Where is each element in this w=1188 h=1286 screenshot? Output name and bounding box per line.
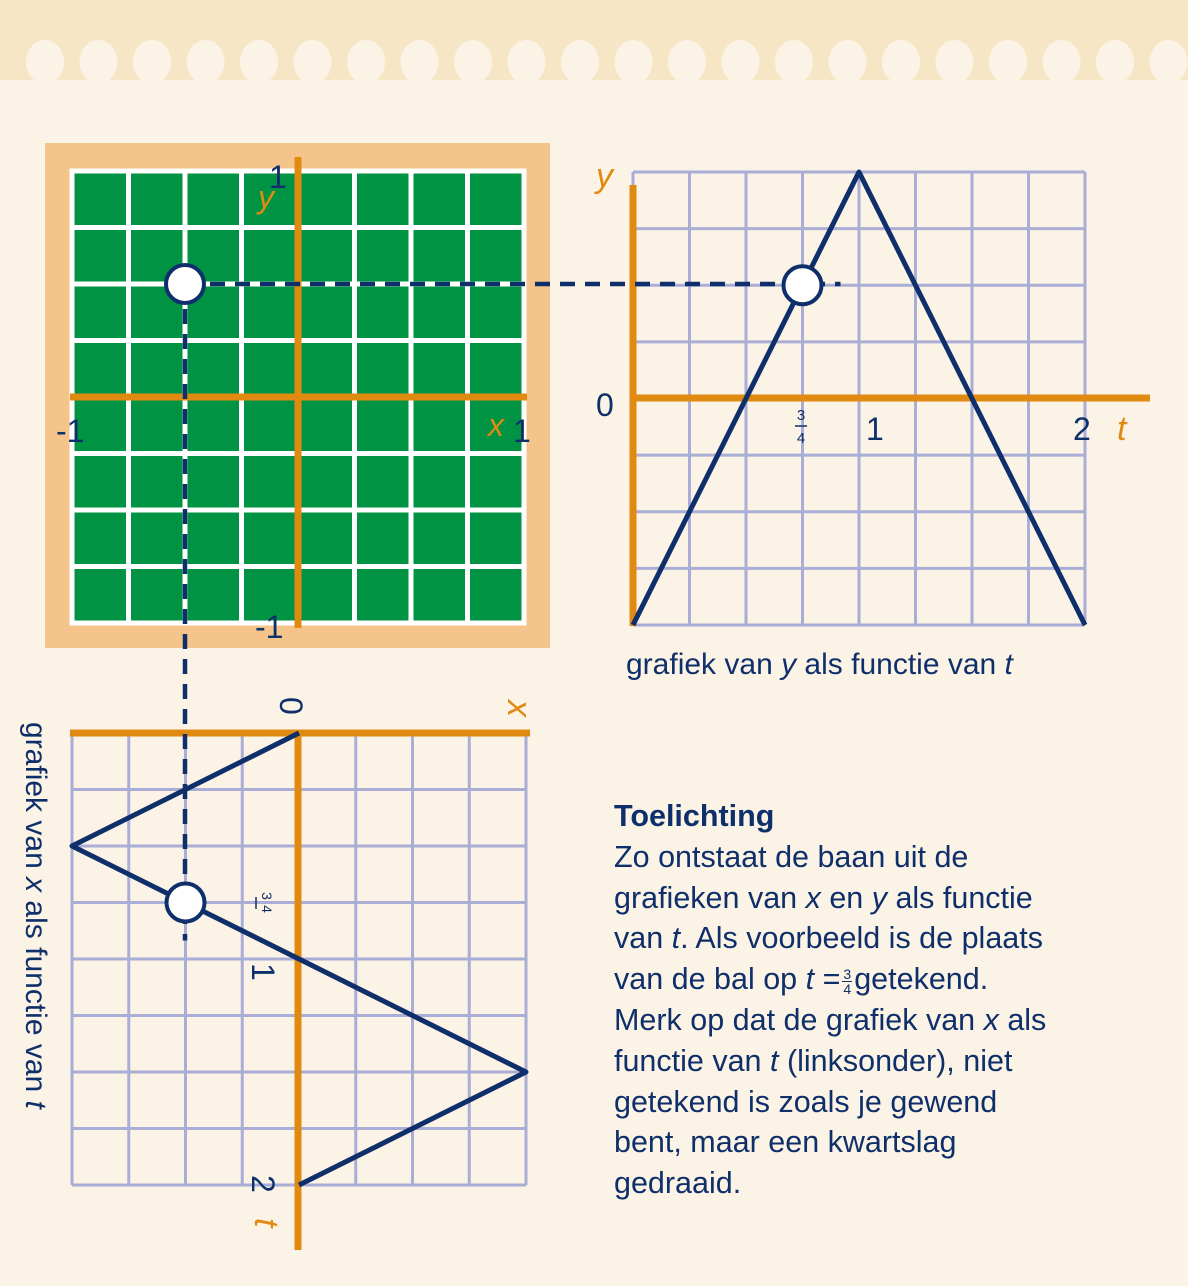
field-y-max-label: 1 (269, 159, 287, 195)
xt-tick-2: 2 (245, 1175, 281, 1193)
xt-t-label: t (247, 1218, 285, 1228)
notepad-hole (80, 40, 118, 84)
explanation-line: grafieken van x en y als functie (614, 880, 1033, 915)
explanation-title: Toelichting (614, 799, 775, 833)
xt-x-label: x (500, 700, 538, 717)
xt-tick-1: 1 (245, 963, 281, 981)
explanation-line: van de bal op t = $\frac{3}{4}$ getekend. (614, 962, 989, 997)
notepad-hole (1150, 40, 1188, 84)
notepad-hole (1043, 40, 1081, 84)
notepad-hole (615, 40, 653, 84)
notepad-hole (454, 40, 492, 84)
notepad-hole (508, 40, 546, 84)
xt-tick-frac-num: 3 (259, 892, 275, 900)
notepad-hole (989, 40, 1027, 84)
notepad-hole (187, 40, 225, 84)
yt-origin-label: 0 (596, 387, 614, 423)
inline-fraction: $\frac{3}{4}$ (843, 965, 852, 997)
notepad-hole (133, 40, 171, 84)
notepad-hole (401, 40, 439, 84)
notepad-hole (829, 40, 867, 84)
notepad-hole (722, 40, 760, 84)
field-x-label: x (488, 407, 504, 443)
explanation-line: bent, maar een kwartslag (614, 1125, 957, 1160)
notepad-hole (775, 40, 813, 84)
xt-caption: grafiek van x als functie van t (19, 722, 52, 1109)
field-x-min-label: -1 (56, 413, 85, 449)
xt-origin-label: 0 (273, 697, 309, 715)
field-y-label: y (258, 179, 274, 215)
football-field (45, 143, 550, 648)
yt-y-label: y (596, 157, 613, 195)
notepad-hole (936, 40, 974, 84)
notepad-hole (294, 40, 332, 84)
notepad-hole (668, 40, 706, 84)
notepad-hole (561, 40, 599, 84)
explanation-panel (614, 796, 1174, 1204)
yt-tick-1: 1 (866, 411, 884, 447)
ball-on-xt-graph (167, 884, 205, 922)
ball-on-yt-graph (784, 266, 822, 304)
explanation-line: Zo ontstaat de baan uit de (614, 839, 969, 874)
ball-on-field (166, 265, 204, 303)
notepad-hole (240, 40, 278, 84)
explanation-line: van t. Als voorbeeld is de plaats (614, 921, 1043, 956)
notepad-hole (26, 40, 64, 84)
graph-x-of-t (70, 697, 538, 1250)
yt-caption: grafiek van y als functie van t (626, 648, 1013, 681)
explanation-line: Merk op dat de grafiek van x als (614, 1002, 1047, 1037)
yt-t-label: t (1117, 410, 1127, 448)
xt-tick-frac-den: 4 (259, 905, 275, 913)
explanation-line: getekend is zoals je gewend (614, 1084, 998, 1119)
explanation-line: functie van t (linksonder), niet (614, 1043, 1013, 1078)
explanation-line: gedraaid. (614, 1166, 742, 1201)
graph-y-of-t (594, 157, 1150, 626)
yt-tick-2: 2 (1073, 411, 1091, 447)
yt-tick-frac-num: 3 (796, 407, 806, 424)
notepad-hole (347, 40, 385, 84)
notepad-top (0, 0, 1188, 84)
field-x-max-label: 1 (513, 413, 531, 449)
notepad-hole (1096, 40, 1134, 84)
field-y-min-label: -1 (255, 609, 284, 645)
yt-tick-frac-den: 4 (796, 430, 806, 447)
notepad-hole (882, 40, 920, 84)
